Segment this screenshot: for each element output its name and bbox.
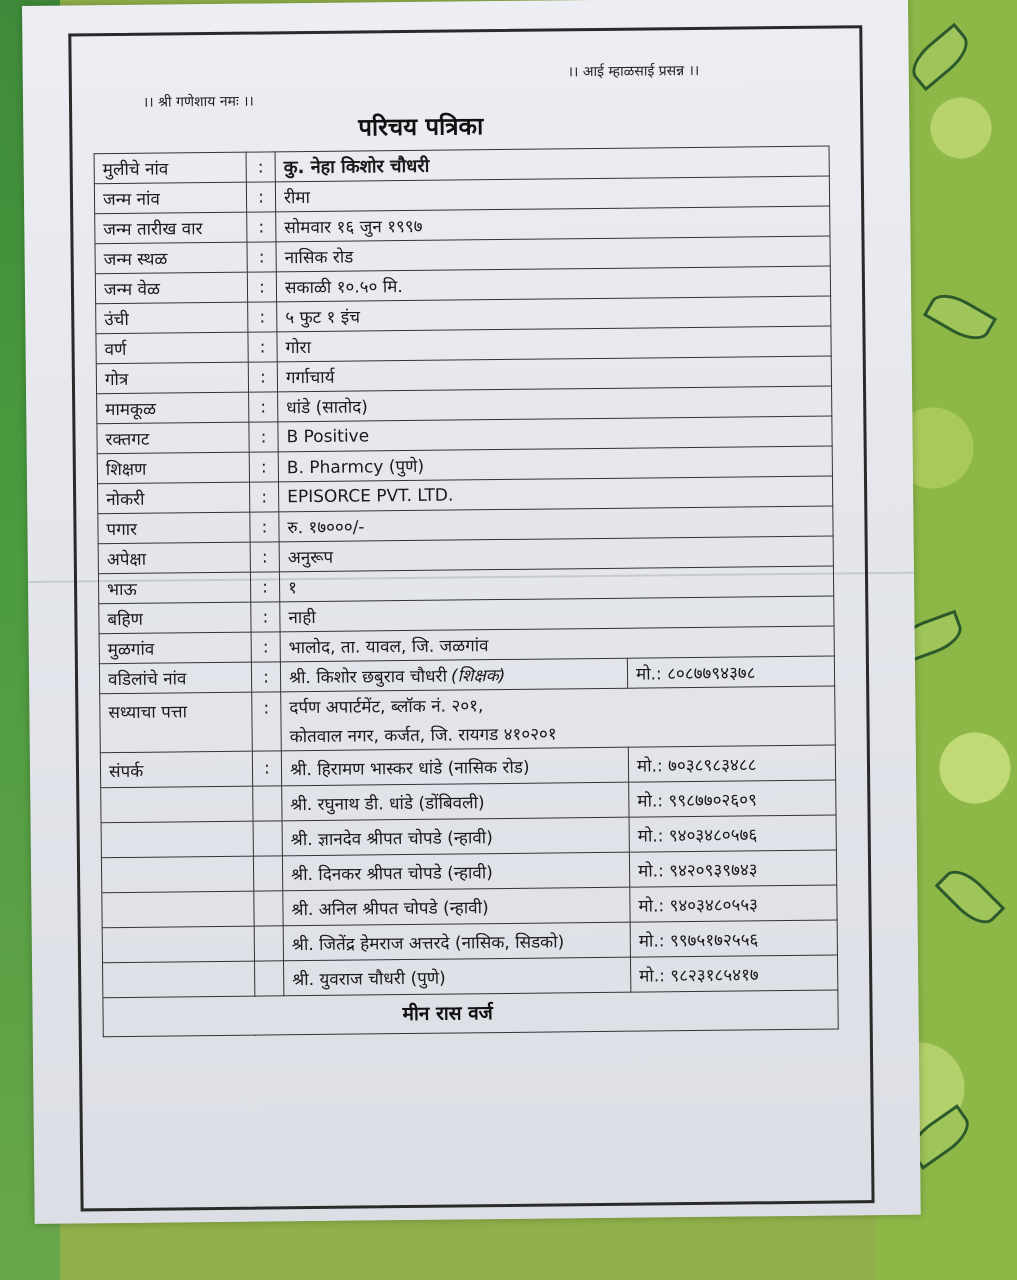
field-label: उंची (96, 302, 248, 334)
address-label: सध्याचा पत्ता (100, 692, 253, 753)
field-label: जन्म स्थळ (95, 242, 247, 274)
field-label: जन्म तारीख वार (95, 212, 247, 244)
contact-label (103, 961, 255, 998)
field-label: भाऊ (98, 572, 250, 604)
field-colon: : (249, 452, 278, 482)
field-value: अनुरूप (279, 536, 833, 572)
field-value: भालोद, ता. यावल, जि. जळगांव (280, 626, 834, 662)
field-value: गर्गाचार्य (277, 356, 831, 392)
field-label: गोत्र (96, 362, 248, 394)
field-colon: : (250, 542, 279, 572)
field-value: रु. १७०००/- (279, 506, 833, 542)
field-value: सकाळी १०.५० मि. (276, 266, 830, 302)
contact-name: श्री. दिनकर श्रीपत चोपडे (न्हावी) (282, 852, 629, 891)
field-value: कु. नेहा किशोर चौधरी (275, 146, 829, 182)
field-label: रक्तगट (97, 422, 249, 454)
leaf-pattern (904, 23, 976, 91)
contact-phone: मो.: ९९८७७०२६०९ (629, 780, 836, 817)
contact-phone: मो.: ९४०३४८०५७६ (629, 815, 836, 852)
invocation-left: ।। श्री गणेशाय नमः ।। (142, 93, 254, 111)
field-label: जन्म नांव (94, 182, 246, 214)
leaf-pattern (935, 862, 1006, 933)
field-value: B. Pharmcy (पुणे) (278, 446, 832, 482)
contact-label (101, 856, 253, 893)
field-value: नाही (280, 596, 834, 632)
field-colon: : (252, 692, 282, 751)
field-colon (253, 786, 282, 821)
field-colon: : (247, 242, 276, 272)
field-colon: : (247, 272, 276, 302)
field-label: वर्ण (96, 332, 248, 364)
page-title: परिचय पत्रिका (358, 111, 484, 142)
contact-name: श्री. रघुनाथ डी. धांडे (डोंबिवली) (282, 782, 629, 821)
field-value: धांडे (सातोद) (278, 386, 832, 422)
field-value: EPISORCE PVT. LTD. (278, 476, 832, 512)
field-colon: : (247, 212, 276, 242)
field-value: सोमवार १६ जुन १९९७ (276, 206, 830, 242)
father-label: वडिलांचे नांव (99, 662, 251, 694)
contact-label: संपर्क (100, 751, 252, 788)
address-line-2: कोतवाल नगर, कर्जत, जि. रायगड ४१०२०१ (281, 716, 835, 751)
leaf-pattern (923, 286, 997, 348)
field-label: बहिण (99, 602, 251, 634)
field-colon: : (250, 512, 279, 542)
field-colon: : (246, 182, 275, 212)
biodata-table (94, 146, 839, 1038)
field-value: नासिक रोड (276, 236, 830, 272)
biodata-sheet (22, 0, 921, 1224)
contact-phone: मो.: ९४२०९३९७४३ (629, 850, 836, 887)
field-value: गोरा (277, 326, 831, 362)
contact-name: श्री. युवराज चौधरी (पुणे) (284, 957, 631, 996)
rashi-note: मीन रास वर्ज (402, 1002, 493, 1026)
field-colon: : (251, 662, 280, 692)
contact-phone: मो.: ९४०३४८०५५३ (630, 885, 837, 922)
field-colon: : (251, 632, 280, 662)
field-label: नोकरी (98, 482, 250, 514)
contact-label (101, 786, 253, 823)
field-colon: : (248, 302, 277, 332)
field-label: अपेक्षा (98, 542, 250, 574)
contact-phone: मो.: ९९७५१७२५५६ (630, 920, 837, 957)
field-label: मुळगांव (99, 632, 251, 664)
contact-phone: मो.: ९८२३१८५४१७ (630, 955, 837, 992)
father-name (280, 658, 627, 692)
invocation-right: ।। आई म्हाळसाई प्रसन्न ।। (567, 62, 700, 81)
field-label: शिक्षण (97, 452, 249, 484)
contact-label (102, 891, 254, 928)
field-colon: : (252, 751, 281, 786)
contact-name: श्री. जितेंद्र हेमराज अत्तरदे (नासिक, सिडको) (283, 922, 630, 961)
contact-name: श्री. अनिल श्रीपत चोपडे (न्हावी) (283, 887, 630, 926)
field-colon (254, 926, 283, 961)
contact-name: श्री. ज्ञानदेव श्रीपत चोपडे (न्हावी) (282, 817, 629, 856)
field-colon (255, 961, 284, 996)
father-name-text: श्री. किशोर छबुराव चौधरी (288, 666, 448, 689)
field-colon: : (246, 152, 275, 182)
father-phone: मो.: ८०८७७९४३७८ (627, 656, 834, 688)
field-colon: : (249, 482, 278, 512)
field-colon: : (249, 392, 278, 422)
contact-phone: मो.: ७०३८९८३४८८ (628, 745, 835, 782)
field-colon: : (251, 602, 280, 632)
field-value: १ (279, 566, 833, 602)
field-value: रीमा (275, 176, 829, 212)
field-value: B Positive (278, 416, 832, 452)
contact-name: श्री. हिरामण भास्कर धांडे (नासिक रोड) (281, 747, 628, 786)
father-occupation-note: (शिक्षक) (450, 665, 506, 687)
field-colon (254, 891, 283, 926)
address-line-1: दर्पण अपार्टमेंट, ब्लॉक नं. २०१, (281, 686, 835, 721)
field-colon: : (250, 572, 279, 602)
field-colon (253, 821, 282, 856)
field-label: मुलीचे नांव (94, 152, 246, 184)
field-colon (253, 856, 282, 891)
field-label: जन्म वेळ (95, 272, 247, 304)
field-colon: : (248, 362, 277, 392)
field-colon: : (248, 332, 277, 362)
field-label: मामकूळ (97, 392, 249, 424)
contact-label (101, 821, 253, 858)
field-value: ५ फुट १ इंच (277, 296, 831, 332)
contact-label (102, 926, 254, 963)
field-colon: : (249, 422, 278, 452)
field-label: पगार (98, 512, 250, 544)
